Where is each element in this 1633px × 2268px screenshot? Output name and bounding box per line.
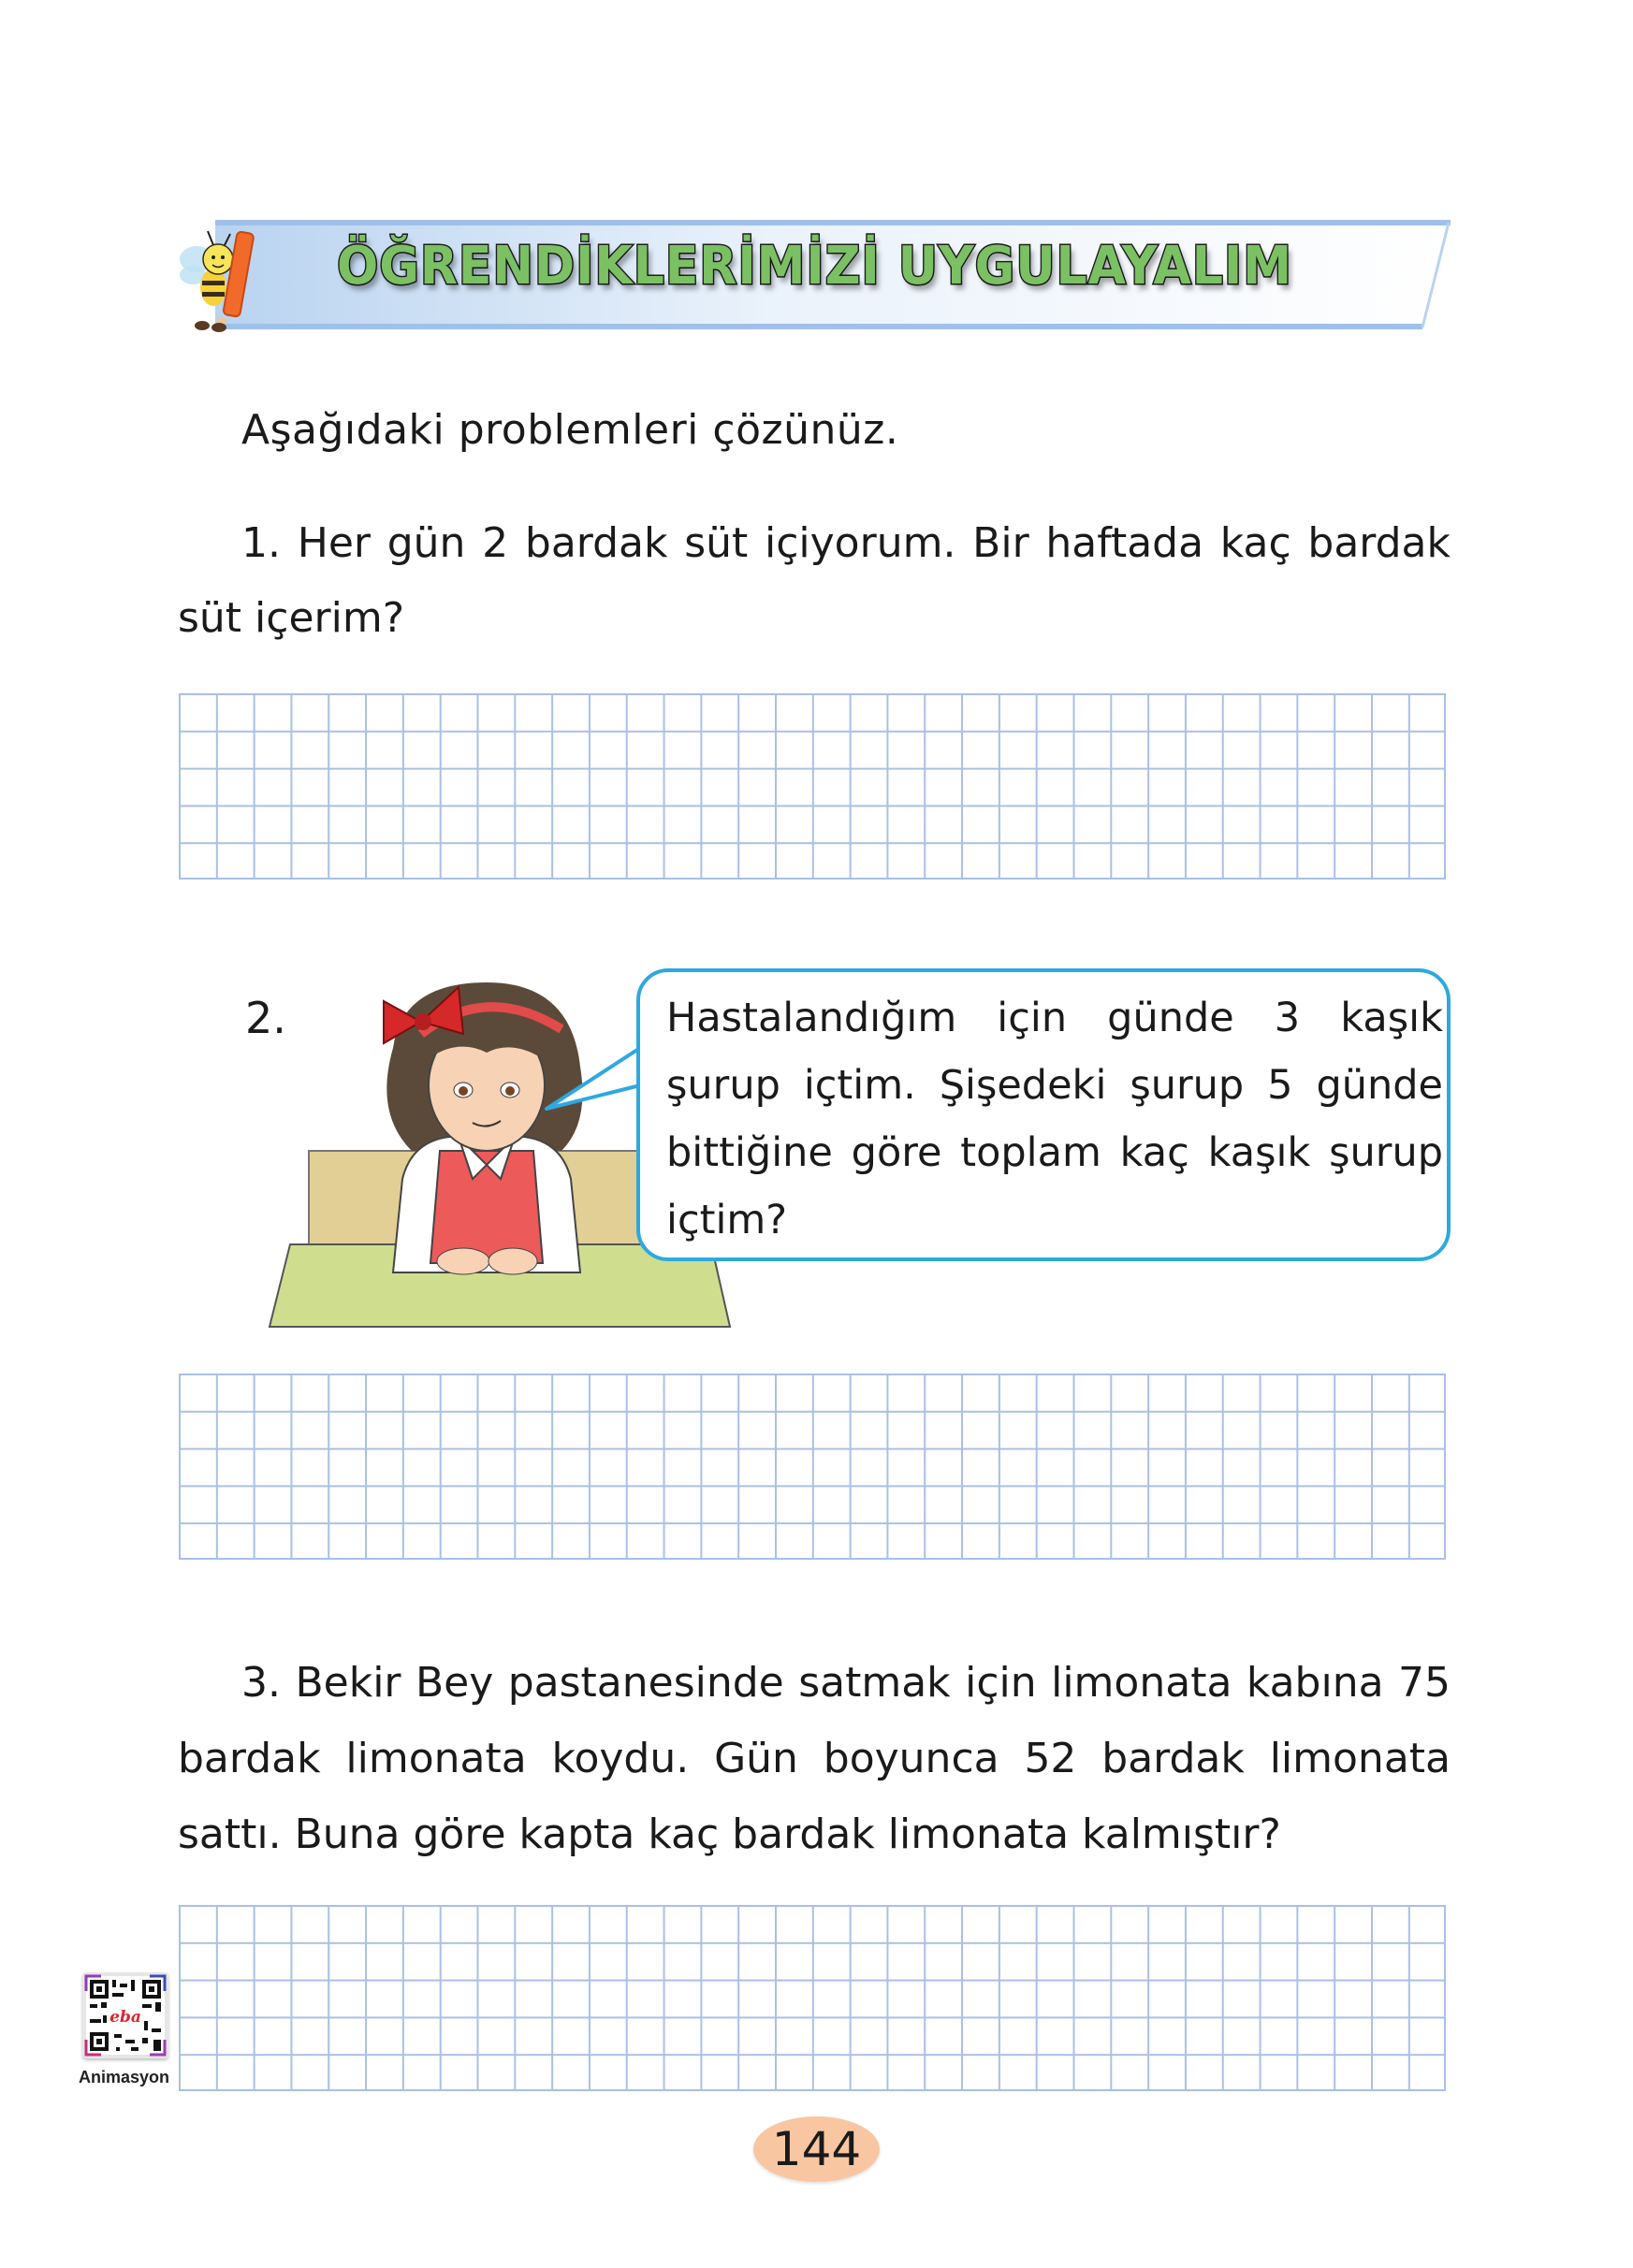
page-number: 144 bbox=[771, 2122, 862, 2176]
problem-text: Her gün 2 bardak süt içiyorum. Bir haftada kaç bardak süt içerim? bbox=[178, 519, 1451, 642]
problem-text: Bekir Bey pastanesinde satmak için limonata kabına 75 bardak limonata koydu. Gün boyunca 52 bardak limonata sattı. Buna göre kapta kaç bardak limonata kalmıştır? bbox=[178, 1659, 1451, 1858]
speech-bubble-tail bbox=[543, 1029, 646, 1132]
eba-qr-code-icon[interactable] bbox=[82, 1972, 168, 2058]
section-title: ÖĞRENDİKLERİMİZİ UYGULAYALIM bbox=[337, 236, 1292, 297]
problem-number: 1. bbox=[241, 519, 281, 567]
problem-3 bbox=[178, 1645, 1451, 1872]
eba-logo: eba bbox=[109, 2008, 141, 2027]
bee-with-pencil-icon bbox=[176, 217, 270, 343]
problem-number: 3. bbox=[241, 1659, 281, 1707]
qr-label: Animasyon bbox=[79, 2068, 170, 2086]
answer-grid-2[interactable] bbox=[179, 1374, 1446, 1560]
speech-bubble-text: Hastalandığım için günde 3 kaşık şurup içtim. Şişedeki şurup 5 günde bittiğine göre toplam kaç kaşık şurup içtim? bbox=[666, 995, 1443, 1243]
answer-grid-3[interactable] bbox=[179, 1905, 1446, 2091]
problem-1 bbox=[178, 506, 1451, 656]
answer-grid-1[interactable] bbox=[179, 693, 1446, 880]
instruction-text: Aşağıdaki problemleri çözünüz. bbox=[241, 406, 899, 454]
section-banner bbox=[215, 217, 1451, 331]
problem-number: 2. bbox=[245, 993, 286, 1043]
